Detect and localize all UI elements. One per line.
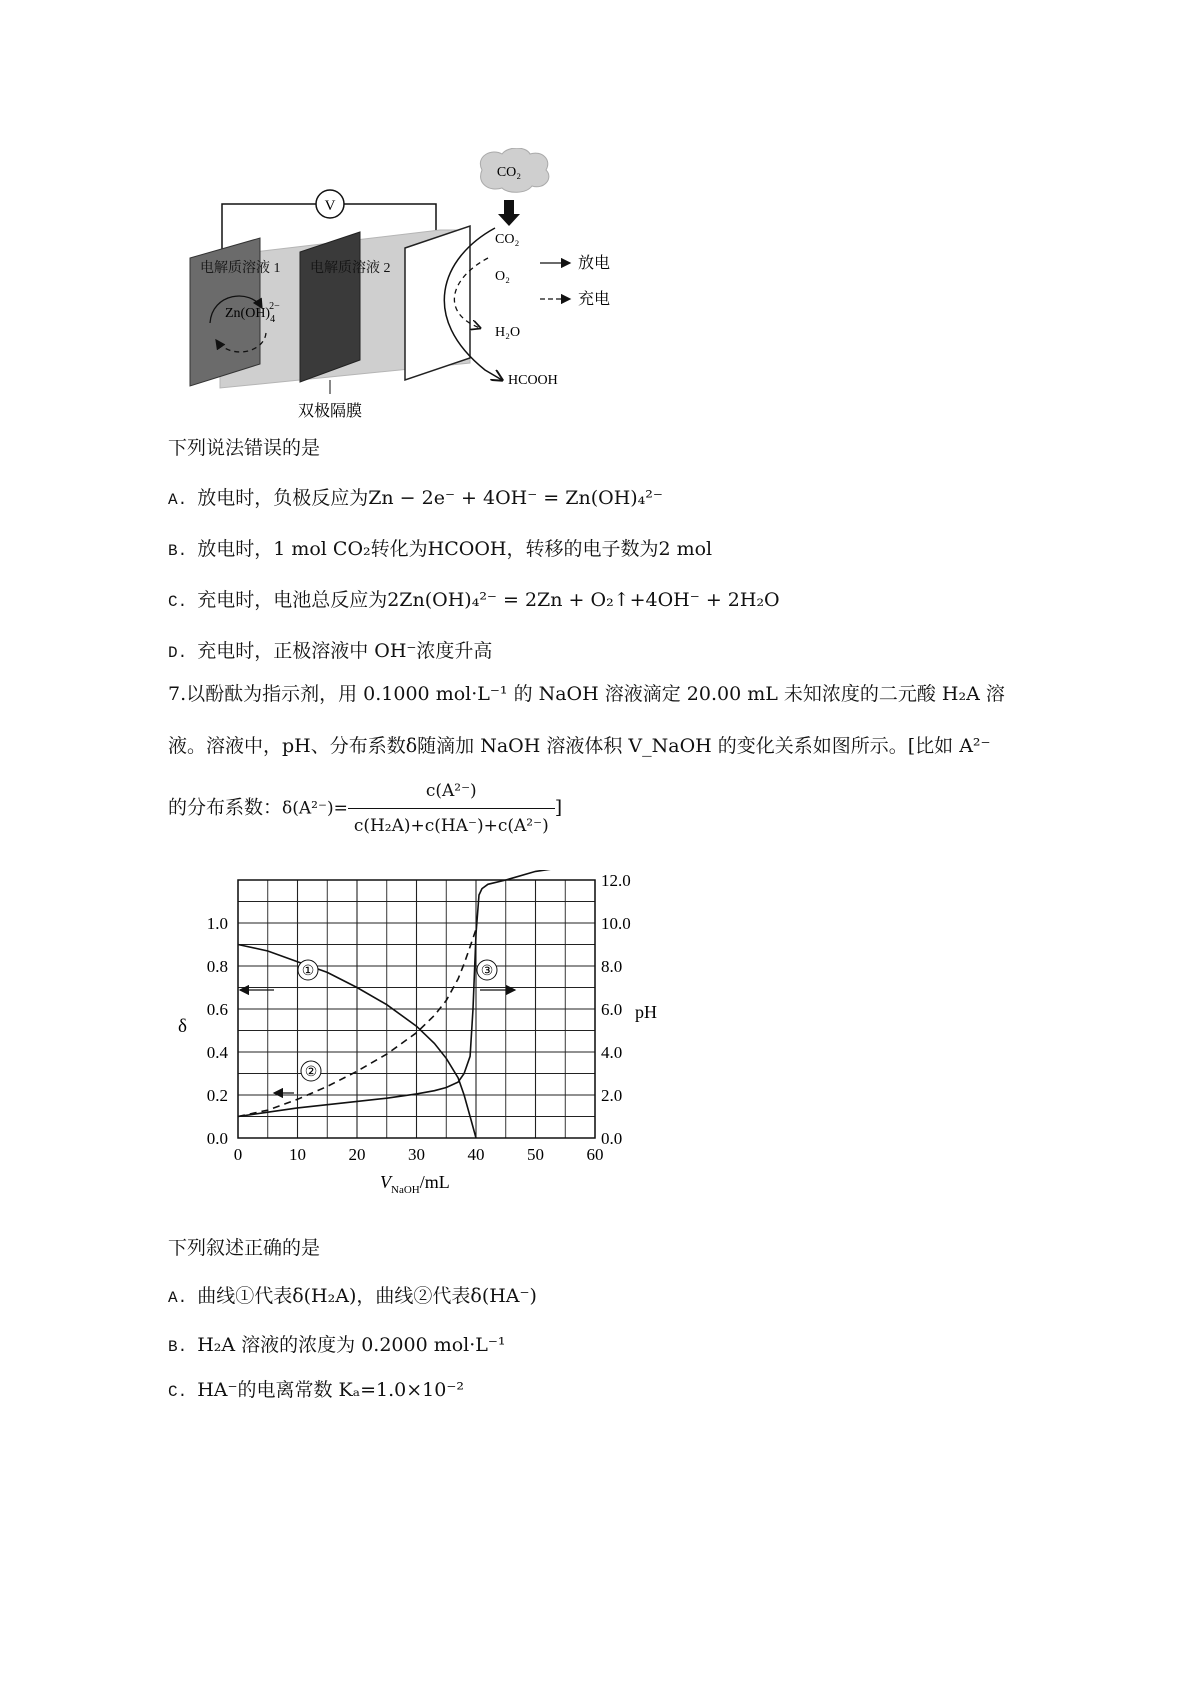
q7-line1: 7.以酚酞为指示剂，用 0.1000 mol·L⁻¹ 的 NaOH 溶液滴定 20.00 mL 未知浓度的二元酸 H₂A 溶 xyxy=(168,683,1005,705)
q6-option-a: A. 放电时，负极反应为Zn − 2e⁻ + 4OH⁻ = Zn(OH)₄²⁻ xyxy=(168,487,663,509)
x-tick-label: 0 xyxy=(233,1145,243,1164)
y-left-tick-label: 0.4 xyxy=(206,1043,228,1062)
zincate-ion: $Zn(OH)_42-$ xyxy=(225,301,280,325)
q7-stem2: 下列叙述正确的是 xyxy=(168,1237,321,1259)
y-right-tick-label: 12.0 xyxy=(601,871,631,890)
curve1-label: ① xyxy=(301,964,315,979)
q6-option-c: C. 充电时，电池总反应为2Zn(OH)₄²⁻ = 2Zn + O₂↑+4OH⁻ + 2H₂O xyxy=(168,589,780,611)
y-left-tick-label: 0.8 xyxy=(206,957,228,976)
q6-option-d: D. 充电时，正极溶液中 OH⁻浓度升高 xyxy=(168,640,493,662)
formula-denominator: c(H₂A)+c(HA⁻)+c(A²⁻) xyxy=(353,816,549,836)
y-left-tick-label: 1.0 xyxy=(206,914,228,933)
q6-option-b: B. 放电时，1 mol CO₂转化为HCOOH，转移的电子数为2 mol xyxy=(168,538,713,560)
battery-diagram xyxy=(170,148,670,423)
y-left-tick-label: 0.6 xyxy=(206,1000,228,1019)
y-right-tick-label: 0.0 xyxy=(601,1129,623,1148)
hcooh-species: HCOOH xyxy=(508,373,558,388)
q7-line2: 液。溶液中，pH、分布系数δ随滴加 NaOH 溶液体积 V_NaOH 的变化关系如图所示。[比如 A²⁻ xyxy=(168,735,991,757)
x-axis-label: $V_{NaOH}/mL$ xyxy=(380,1172,450,1196)
y-right-tick-label: 2.0 xyxy=(601,1086,623,1105)
y-right-axis-label: pH xyxy=(635,1002,657,1022)
co2-cloud-label: CO₂ xyxy=(496,165,522,180)
co2-species: CO₂ xyxy=(495,232,520,247)
curve3-label: ③ xyxy=(480,964,494,979)
formula-numerator: c(A²⁻) xyxy=(348,778,555,809)
o2-species: O₂ xyxy=(495,269,510,284)
x-tick-label: 40 xyxy=(467,1145,485,1164)
y-left-tick-label: 0.2 xyxy=(206,1086,228,1105)
y-right-tick-label: 6.0 xyxy=(601,1000,623,1019)
distribution-formula: 的分布系数：δ(A²⁻)= $\frac{\text{c(A²⁻)}}{\text{c(H₂A)+c(HA⁻)+c(A²⁻)}}$ ] xyxy=(168,778,562,839)
y-right-tick-label: 10.0 xyxy=(601,914,631,933)
x-tick-label: 30 xyxy=(408,1145,425,1164)
y-left-tick-label: 0.0 xyxy=(206,1129,228,1148)
q7-option-a: A. 曲线①代表δ(H₂A)，曲线②代表δ(HA⁻) xyxy=(168,1285,537,1307)
co2-down-arrow xyxy=(498,200,520,226)
electrolyte1-label: 电解质溶液 1 xyxy=(200,261,281,276)
q6-stem: 下列说法错误的是 xyxy=(168,437,321,459)
h2o-species: H₂O xyxy=(495,325,521,340)
voltmeter-label: V xyxy=(324,198,336,214)
x-tick-label: 50 xyxy=(527,1145,544,1164)
cathode-electrode xyxy=(405,226,470,380)
bipolar-membrane xyxy=(300,232,360,382)
electrolyte2-label: 电解质溶液 2 xyxy=(310,261,391,276)
y-right-tick-label: 8.0 xyxy=(601,957,623,976)
q7-option-c: C. HA⁻的电离常数 Kₐ=1.0×10⁻² xyxy=(168,1379,464,1401)
x-tick-label: 60 xyxy=(586,1145,604,1164)
y-left-axis-label: δ xyxy=(178,1016,187,1037)
q7-option-b: B. H₂A 溶液的浓度为 0.2000 mol·L⁻¹ xyxy=(168,1334,506,1356)
titration-chart xyxy=(170,870,670,1200)
x-tick-label: 20 xyxy=(348,1145,366,1164)
y-right-tick-label: 4.0 xyxy=(601,1043,623,1062)
curve2-label: ② xyxy=(304,1065,318,1080)
membrane-label: 双极隔膜 xyxy=(297,403,363,420)
legend-charge: 充电 xyxy=(578,291,611,308)
legend-discharge: 放电 xyxy=(578,255,611,272)
x-tick-label: 10 xyxy=(289,1145,306,1164)
